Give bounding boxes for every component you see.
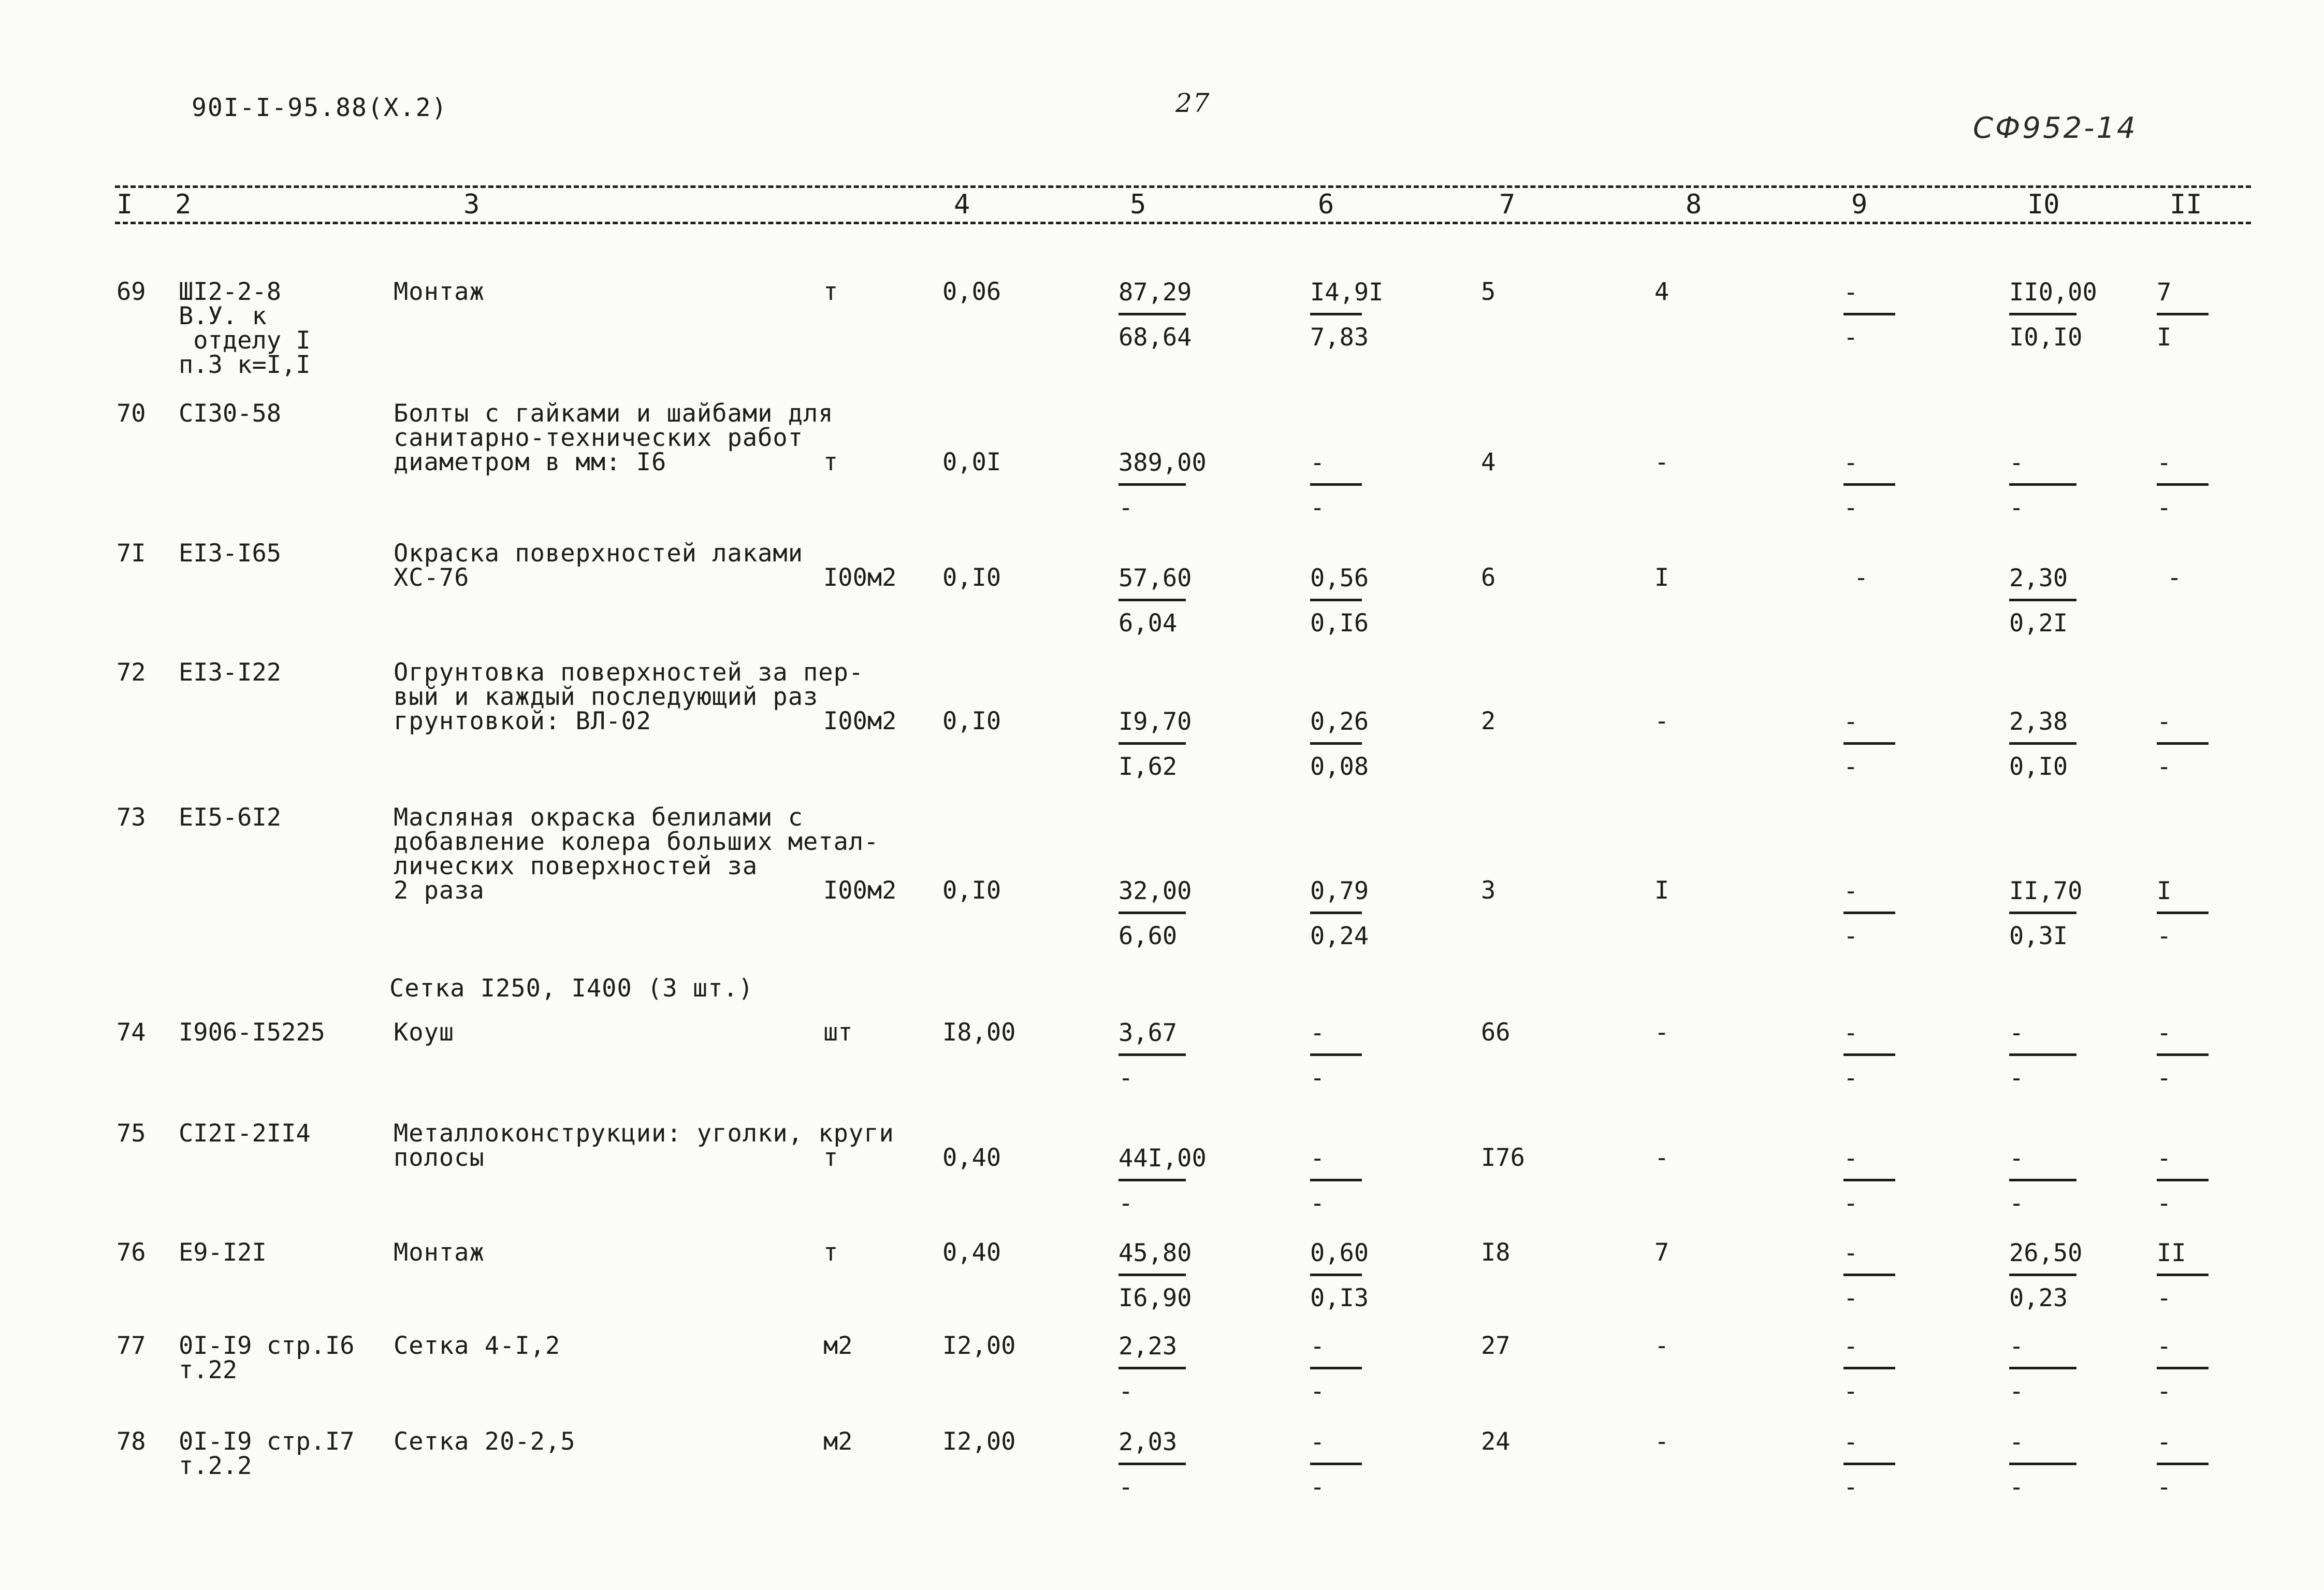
row-number: 75 (117, 1119, 146, 1148)
col10-value-numerator: II,70 (2009, 877, 2083, 905)
col10-value-denominator: - (2009, 494, 2024, 522)
column-number-7: 7 (1499, 189, 1516, 220)
col10-value-fraction-bar (2009, 1367, 2076, 1369)
col10-value-numerator: - (2009, 1332, 2024, 1361)
col11-value-fraction-bar (2157, 1463, 2209, 1465)
col8-value: - (1654, 1144, 1669, 1172)
col10-value (2009, 1020, 2076, 1091)
col8-value: - (1654, 448, 1669, 476)
col9-value (1843, 1020, 1895, 1091)
col11-value (2157, 450, 2209, 521)
col9-value-denominator: - (1843, 1473, 1858, 1501)
row-number: 78 (117, 1427, 146, 1456)
col7-value: 6 (1481, 563, 1496, 592)
col8-value: - (1654, 1427, 1669, 1456)
col8-value: - (1654, 707, 1669, 735)
col10-value (2009, 566, 2076, 637)
col11-value-fraction-bar (2157, 1179, 2209, 1181)
col5-value-denominator: 6,60 (1119, 922, 1178, 950)
col9-value-numerator: - (1843, 278, 1858, 307)
col8-value: - (1654, 1332, 1669, 1360)
col9-value-fraction-bar (1843, 313, 1895, 315)
col11-value-denominator: - (2157, 494, 2172, 522)
col5-value-numerator: 45,80 (1119, 1239, 1192, 1267)
col11-value (2157, 878, 2209, 949)
column-number-11: II (2170, 189, 2202, 220)
col10-value-numerator: - (2009, 449, 2024, 477)
rate-code: СI2I-2II4 (179, 1119, 311, 1148)
col11-value (2157, 1146, 2209, 1217)
col11-value-numerator: 7 (2157, 278, 2172, 307)
col6-value-fraction-bar (1310, 1179, 1362, 1181)
col10-value-denominator: - (2009, 1189, 2024, 1218)
col10-value-numerator: II0,00 (2009, 278, 2097, 307)
col10-value-denominator: 0,2I (2009, 609, 2068, 638)
col5-value-denominator: - (1119, 1064, 1134, 1092)
col6-value-numerator: 0,79 (1310, 877, 1369, 905)
col10-value (2009, 1240, 2082, 1311)
col10-value-denominator: 0,23 (2009, 1284, 2068, 1312)
col5-value-numerator: 57,60 (1119, 564, 1192, 592)
col10-value-fraction-bar (2009, 1274, 2076, 1276)
col9-value-denominator: - (1843, 753, 1858, 781)
col10-value-fraction-bar (2009, 483, 2076, 486)
col11-value-fraction-bar (2157, 1053, 2209, 1056)
unit: м2 (823, 1332, 853, 1360)
col5-value-fraction-bar (1119, 1179, 1186, 1181)
col6-value (1310, 1240, 1369, 1311)
col9-value (1843, 280, 1895, 351)
col10-value (2009, 709, 2076, 780)
col9-value (1843, 1429, 1895, 1500)
col7-value: 4 (1481, 448, 1496, 476)
col5-value (1119, 1146, 1207, 1217)
col7-value: I8 (1481, 1238, 1510, 1267)
row-number: 70 (117, 399, 146, 428)
col9-value-denominator: - (1843, 323, 1858, 352)
col5-value-denominator: - (1119, 1377, 1134, 1406)
col6-value-numerator: 0,60 (1310, 1239, 1369, 1267)
col11-value-numerator: - (2157, 707, 2172, 736)
col7-value: I76 (1481, 1144, 1525, 1172)
col5-value-fraction-bar (1119, 1274, 1186, 1276)
col9-value (1843, 709, 1895, 780)
col5-value-fraction-bar (1119, 1367, 1186, 1369)
rate-code: ЕI5-6I2 (179, 803, 282, 832)
col5-value-denominator: 68,64 (1119, 323, 1192, 352)
quantity: 0,40 (942, 1238, 1001, 1267)
col6-value-fraction-bar (1310, 1274, 1362, 1276)
col11-value-fraction-bar (2157, 1367, 2209, 1369)
col9-value-fraction-bar (1843, 1274, 1895, 1276)
col9-value-numerator: - (1843, 877, 1858, 905)
col6-value-fraction-bar (1310, 1053, 1362, 1056)
quantity: 0,06 (942, 278, 1001, 306)
col11-value-numerator: - (2157, 1144, 2172, 1173)
col5-value-numerator: 389,00 (1119, 449, 1207, 477)
work-description: Болты с гайками и шайбами для санитарно-технических работ диаметром в мм: I6 (394, 399, 834, 476)
col10-value-fraction-bar (2009, 912, 2076, 914)
unit: I00м2 (823, 563, 897, 592)
col9-value (1843, 878, 1895, 949)
work-description: Коуш (394, 1018, 455, 1047)
col11-value-fraction-bar (2157, 483, 2209, 486)
col6-value-denominator: 0,I6 (1310, 609, 1369, 638)
col11-value-numerator: - (2157, 1428, 2172, 1456)
col8-value: 7 (1654, 1238, 1669, 1267)
quantity: I2,00 (942, 1332, 1016, 1360)
col6-value-denominator: - (1310, 1189, 1325, 1218)
col5-value-numerator: I9,70 (1119, 707, 1192, 736)
col6-value (1310, 1334, 1362, 1405)
col10-value (2009, 878, 2082, 949)
column-number-2: 2 (175, 189, 192, 220)
row-number: 7I (117, 539, 146, 568)
col6-value-denominator: - (1310, 1473, 1325, 1501)
rate-code: ЕI3-I22 (179, 658, 282, 687)
col7-value: 27 (1481, 1332, 1510, 1360)
col7-value: 5 (1481, 278, 1496, 306)
quantity: 0,0I (942, 448, 1001, 476)
col9-value-numerator: - (1843, 1019, 1858, 1047)
col11-value-denominator: - (2157, 1284, 2172, 1312)
col10-value-numerator: 2,38 (2009, 707, 2068, 736)
col8-value: I (1654, 876, 1669, 905)
rate-code: СI30-58 (179, 399, 282, 428)
col5-value-denominator: - (1119, 1473, 1134, 1501)
page-number: 27 (1175, 88, 1211, 118)
column-number-6: 6 (1318, 189, 1334, 220)
col6-value (1310, 1146, 1362, 1217)
col9-value-fraction-bar (1843, 1179, 1895, 1181)
col5-value (1119, 450, 1207, 521)
column-number-9: 9 (1851, 189, 1868, 220)
rate-code: ШI2-2-8 В.У. к отделу I п.3 к=I,I (179, 278, 311, 379)
col7-value: 66 (1481, 1018, 1510, 1047)
col10-value (2009, 1334, 2076, 1405)
col6-value-numerator: - (1310, 1428, 1325, 1456)
col9-value-numerator: - (1843, 1144, 1858, 1173)
col11-value-numerator: - (2157, 449, 2172, 477)
col10-value-fraction-bar (2009, 742, 2076, 745)
col11-value-denominator: - (2157, 1064, 2172, 1092)
col6-value-denominator: - (1310, 494, 1325, 522)
quantity: I2,00 (942, 1427, 1016, 1456)
col5-value-fraction-bar (1119, 483, 1186, 486)
col6-value-numerator: I4,9I (1310, 278, 1384, 307)
col5-value (1119, 1429, 1186, 1500)
rate-code: Е9-I2I (179, 1238, 267, 1267)
col5-value-denominator: I6,90 (1119, 1284, 1192, 1312)
col10-value (2009, 280, 2097, 351)
col6-value-numerator: - (1310, 1332, 1325, 1361)
col11-value (2157, 280, 2209, 351)
col6-value (1310, 709, 1369, 780)
col7-value: 2 (1481, 707, 1496, 735)
col6-value-denominator: 0,I3 (1310, 1284, 1369, 1312)
col5-value (1119, 1334, 1186, 1405)
column-number-10: I0 (2027, 189, 2060, 220)
col9-value-fraction-bar (1843, 1463, 1895, 1465)
section-note: Сетка I250, I400 (3 шт.) (389, 974, 754, 1003)
col10-value-denominator: - (2009, 1473, 2024, 1501)
col10-value (2009, 1429, 2076, 1500)
col10-value-denominator: 0,I0 (2009, 753, 2068, 781)
col6-value-denominator: 0,24 (1310, 922, 1369, 950)
col10-value-numerator: - (2009, 1428, 2024, 1456)
col6-value (1310, 878, 1369, 949)
col11-value (2157, 1429, 2209, 1500)
col11-value-numerator: I (2157, 877, 2172, 905)
col5-value-numerator: 3,67 (1119, 1019, 1178, 1047)
quantity: 0,I0 (942, 707, 1001, 735)
col10-value (2009, 450, 2076, 521)
col10-value-fraction-bar (2009, 1179, 2076, 1181)
col11-value (2157, 1240, 2209, 1311)
unit: т (823, 448, 838, 476)
col6-value (1310, 450, 1362, 521)
unit: т (823, 1238, 838, 1267)
col10-value-numerator: 26,50 (2009, 1239, 2083, 1267)
col6-value (1310, 1020, 1362, 1091)
work-description: Монтаж (394, 278, 485, 306)
col6-value-numerator: - (1310, 1019, 1325, 1047)
col10-value-fraction-bar (2009, 1053, 2076, 1056)
col5-value (1119, 280, 1192, 351)
col11-value-denominator: - (2157, 1377, 2172, 1406)
row-number: 76 (117, 1238, 146, 1267)
col10-value-fraction-bar (2009, 599, 2076, 601)
col8-value: 4 (1654, 278, 1669, 306)
col11-value-fraction-bar (2157, 313, 2209, 315)
work-description: Металлоконструкции: уголки, круги полосы (394, 1119, 894, 1172)
col5-value-numerator: 32,00 (1119, 877, 1192, 905)
col9-value (1843, 1334, 1895, 1405)
col11-value-denominator: - (2157, 1473, 2172, 1501)
column-number-1: I (117, 189, 133, 220)
col6-value-denominator: - (1310, 1064, 1325, 1092)
col5-value-fraction-bar (1119, 313, 1186, 315)
col11-value-fraction-bar (2157, 742, 2209, 745)
col11-value-fraction-bar (2157, 1274, 2209, 1276)
rate-code: 0I-I9 стр.I6 т.22 (179, 1332, 355, 1384)
col9-value-numerator: - (1843, 1239, 1858, 1267)
col9-value-fraction-bar (1843, 483, 1895, 486)
col11-value-denominator: - (2157, 1189, 2172, 1218)
unit: шт (823, 1018, 853, 1047)
column-number-4: 4 (954, 189, 970, 220)
row-number: 74 (117, 1018, 146, 1047)
col5-value-fraction-bar (1119, 742, 1186, 745)
col9-value-denominator: - (1843, 1377, 1858, 1406)
col10-value-fraction-bar (2009, 313, 2076, 315)
col11-value-numerator: II (2157, 1239, 2186, 1267)
col6-value (1310, 566, 1369, 637)
col11-value-numerator: - (2157, 1332, 2172, 1361)
col10-value-numerator: 2,30 (2009, 564, 2068, 592)
col8-value: - (1654, 1018, 1669, 1047)
unit: т (823, 1144, 838, 1172)
column-number-3: 3 (463, 189, 480, 220)
col6-value-numerator: 0,56 (1310, 564, 1369, 592)
unit: т (823, 278, 838, 306)
col9-value-fraction-bar (1843, 742, 1895, 745)
col5-value-fraction-bar (1119, 912, 1186, 914)
col11-value-denominator: - (2157, 753, 2172, 781)
col5-value-numerator: 2,03 (1119, 1428, 1178, 1456)
work-description: Огрунтовка поверхностей за пер- вый и каждый последующий раз грунтовкой: ВЛ-02 (394, 658, 864, 735)
col6-value-numerator: - (1310, 1144, 1325, 1173)
col9-value-fraction-bar (1843, 912, 1895, 914)
work-description: Окраска поверхностей лаками ХС-76 (394, 539, 804, 592)
col6-value (1310, 1429, 1362, 1500)
col6-value-fraction-bar (1310, 483, 1362, 486)
quantity: 0,I0 (942, 563, 1001, 592)
header-rule-bottom (115, 222, 2251, 224)
col11-value: - (2167, 563, 2182, 592)
work-description: Масляная окраска белилами с добавление колера больших метал- лических поверхностей за 2 раза (394, 803, 879, 905)
col7-value: 3 (1481, 876, 1496, 905)
work-description: Сетка 4-I,2 (394, 1332, 561, 1360)
col5-value-denominator: - (1119, 1189, 1134, 1218)
col9-value-fraction-bar (1843, 1053, 1895, 1056)
col8-value: I (1654, 563, 1669, 592)
col5-value-denominator: - (1119, 494, 1134, 522)
col10-value-denominator: - (2009, 1064, 2024, 1092)
col6-value-numerator: 0,26 (1310, 707, 1369, 736)
rate-code: I906-I5225 (179, 1018, 325, 1047)
col5-value-numerator: 87,29 (1119, 278, 1192, 307)
col6-value-fraction-bar (1310, 1367, 1362, 1369)
col9-value-denominator: - (1843, 1284, 1858, 1312)
col11-value-numerator: - (2157, 1019, 2172, 1047)
col5-value-denominator: 6,04 (1119, 609, 1178, 638)
col10-value-numerator: - (2009, 1019, 2024, 1047)
work-description: Сетка 20-2,5 (394, 1427, 576, 1456)
col9-value-numerator: - (1843, 707, 1858, 736)
col9-value-numerator: - (1843, 1428, 1858, 1456)
quantity: 0,I0 (942, 876, 1001, 905)
row-number: 69 (117, 278, 146, 306)
col9-value-numerator: - (1843, 449, 1858, 477)
col6-value-denominator: 0,08 (1310, 753, 1369, 781)
col9-value-fraction-bar (1843, 1367, 1895, 1369)
col5-value (1119, 1020, 1186, 1091)
col10-value-denominator: - (2009, 1377, 2024, 1406)
unit: I00м2 (823, 707, 897, 735)
column-number-8: 8 (1686, 189, 1702, 220)
col6-value-fraction-bar (1310, 1463, 1362, 1465)
row-number: 72 (117, 658, 146, 687)
row-number: 73 (117, 803, 146, 832)
col5-value-fraction-bar (1119, 1053, 1186, 1056)
col11-value (2157, 709, 2209, 780)
col7-value: 24 (1481, 1427, 1510, 1456)
col11-value-denominator: - (2157, 922, 2172, 950)
document-code: 90I-I-95.88(X.2) (192, 93, 448, 122)
col5-value-numerator: 44I,00 (1119, 1144, 1207, 1173)
row-number: 77 (117, 1332, 146, 1360)
col5-value-denominator: I,62 (1119, 753, 1178, 781)
col9-value-denominator: - (1843, 922, 1858, 950)
quantity: I8,00 (942, 1018, 1016, 1047)
col5-value-numerator: 2,23 (1119, 1332, 1178, 1361)
col9-value (1843, 1240, 1895, 1311)
col6-value-fraction-bar (1310, 742, 1362, 745)
col10-value-denominator: 0,3I (2009, 922, 2068, 950)
col6-value-numerator: - (1310, 449, 1325, 477)
col10-value-numerator: - (2009, 1144, 2024, 1173)
col6-value-denominator: - (1310, 1377, 1325, 1406)
col6-value-fraction-bar (1310, 313, 1362, 315)
col5-value-fraction-bar (1119, 599, 1186, 601)
quantity: 0,40 (942, 1144, 1001, 1172)
col9-value-denominator: - (1843, 1064, 1858, 1092)
sheet-code: СФ952-14 (1973, 111, 2138, 145)
col5-value (1119, 878, 1192, 949)
col10-value-denominator: I0,I0 (2009, 323, 2083, 352)
col6-value (1310, 280, 1383, 351)
rate-code: 0I-I9 стр.I7 т.2.2 (179, 1427, 355, 1480)
col5-value (1119, 1240, 1192, 1311)
col9-value: - (1854, 563, 1869, 592)
work-description: Монтаж (394, 1238, 485, 1267)
col9-value (1843, 1146, 1895, 1217)
col5-value-fraction-bar (1119, 1463, 1186, 1465)
column-number-5: 5 (1130, 189, 1146, 220)
col6-value-fraction-bar (1310, 912, 1362, 914)
col10-value-fraction-bar (2009, 1463, 2076, 1465)
col9-value-denominator: - (1843, 494, 1858, 522)
rate-code: ЕI3-I65 (179, 539, 282, 568)
col5-value (1119, 566, 1192, 637)
unit: м2 (823, 1427, 853, 1456)
header-rule-top (115, 185, 2251, 188)
col6-value-denominator: 7,83 (1310, 323, 1369, 352)
col11-value-denominator: I (2157, 323, 2172, 352)
col10-value (2009, 1146, 2076, 1217)
col9-value-denominator: - (1843, 1189, 1858, 1218)
col5-value (1119, 709, 1192, 780)
col11-value-fraction-bar (2157, 912, 2209, 914)
col9-value (1843, 450, 1895, 521)
col11-value (2157, 1020, 2209, 1091)
col6-value-fraction-bar (1310, 599, 1362, 601)
col9-value-numerator: - (1843, 1332, 1858, 1361)
col11-value (2157, 1334, 2209, 1405)
unit: I00м2 (823, 876, 897, 905)
